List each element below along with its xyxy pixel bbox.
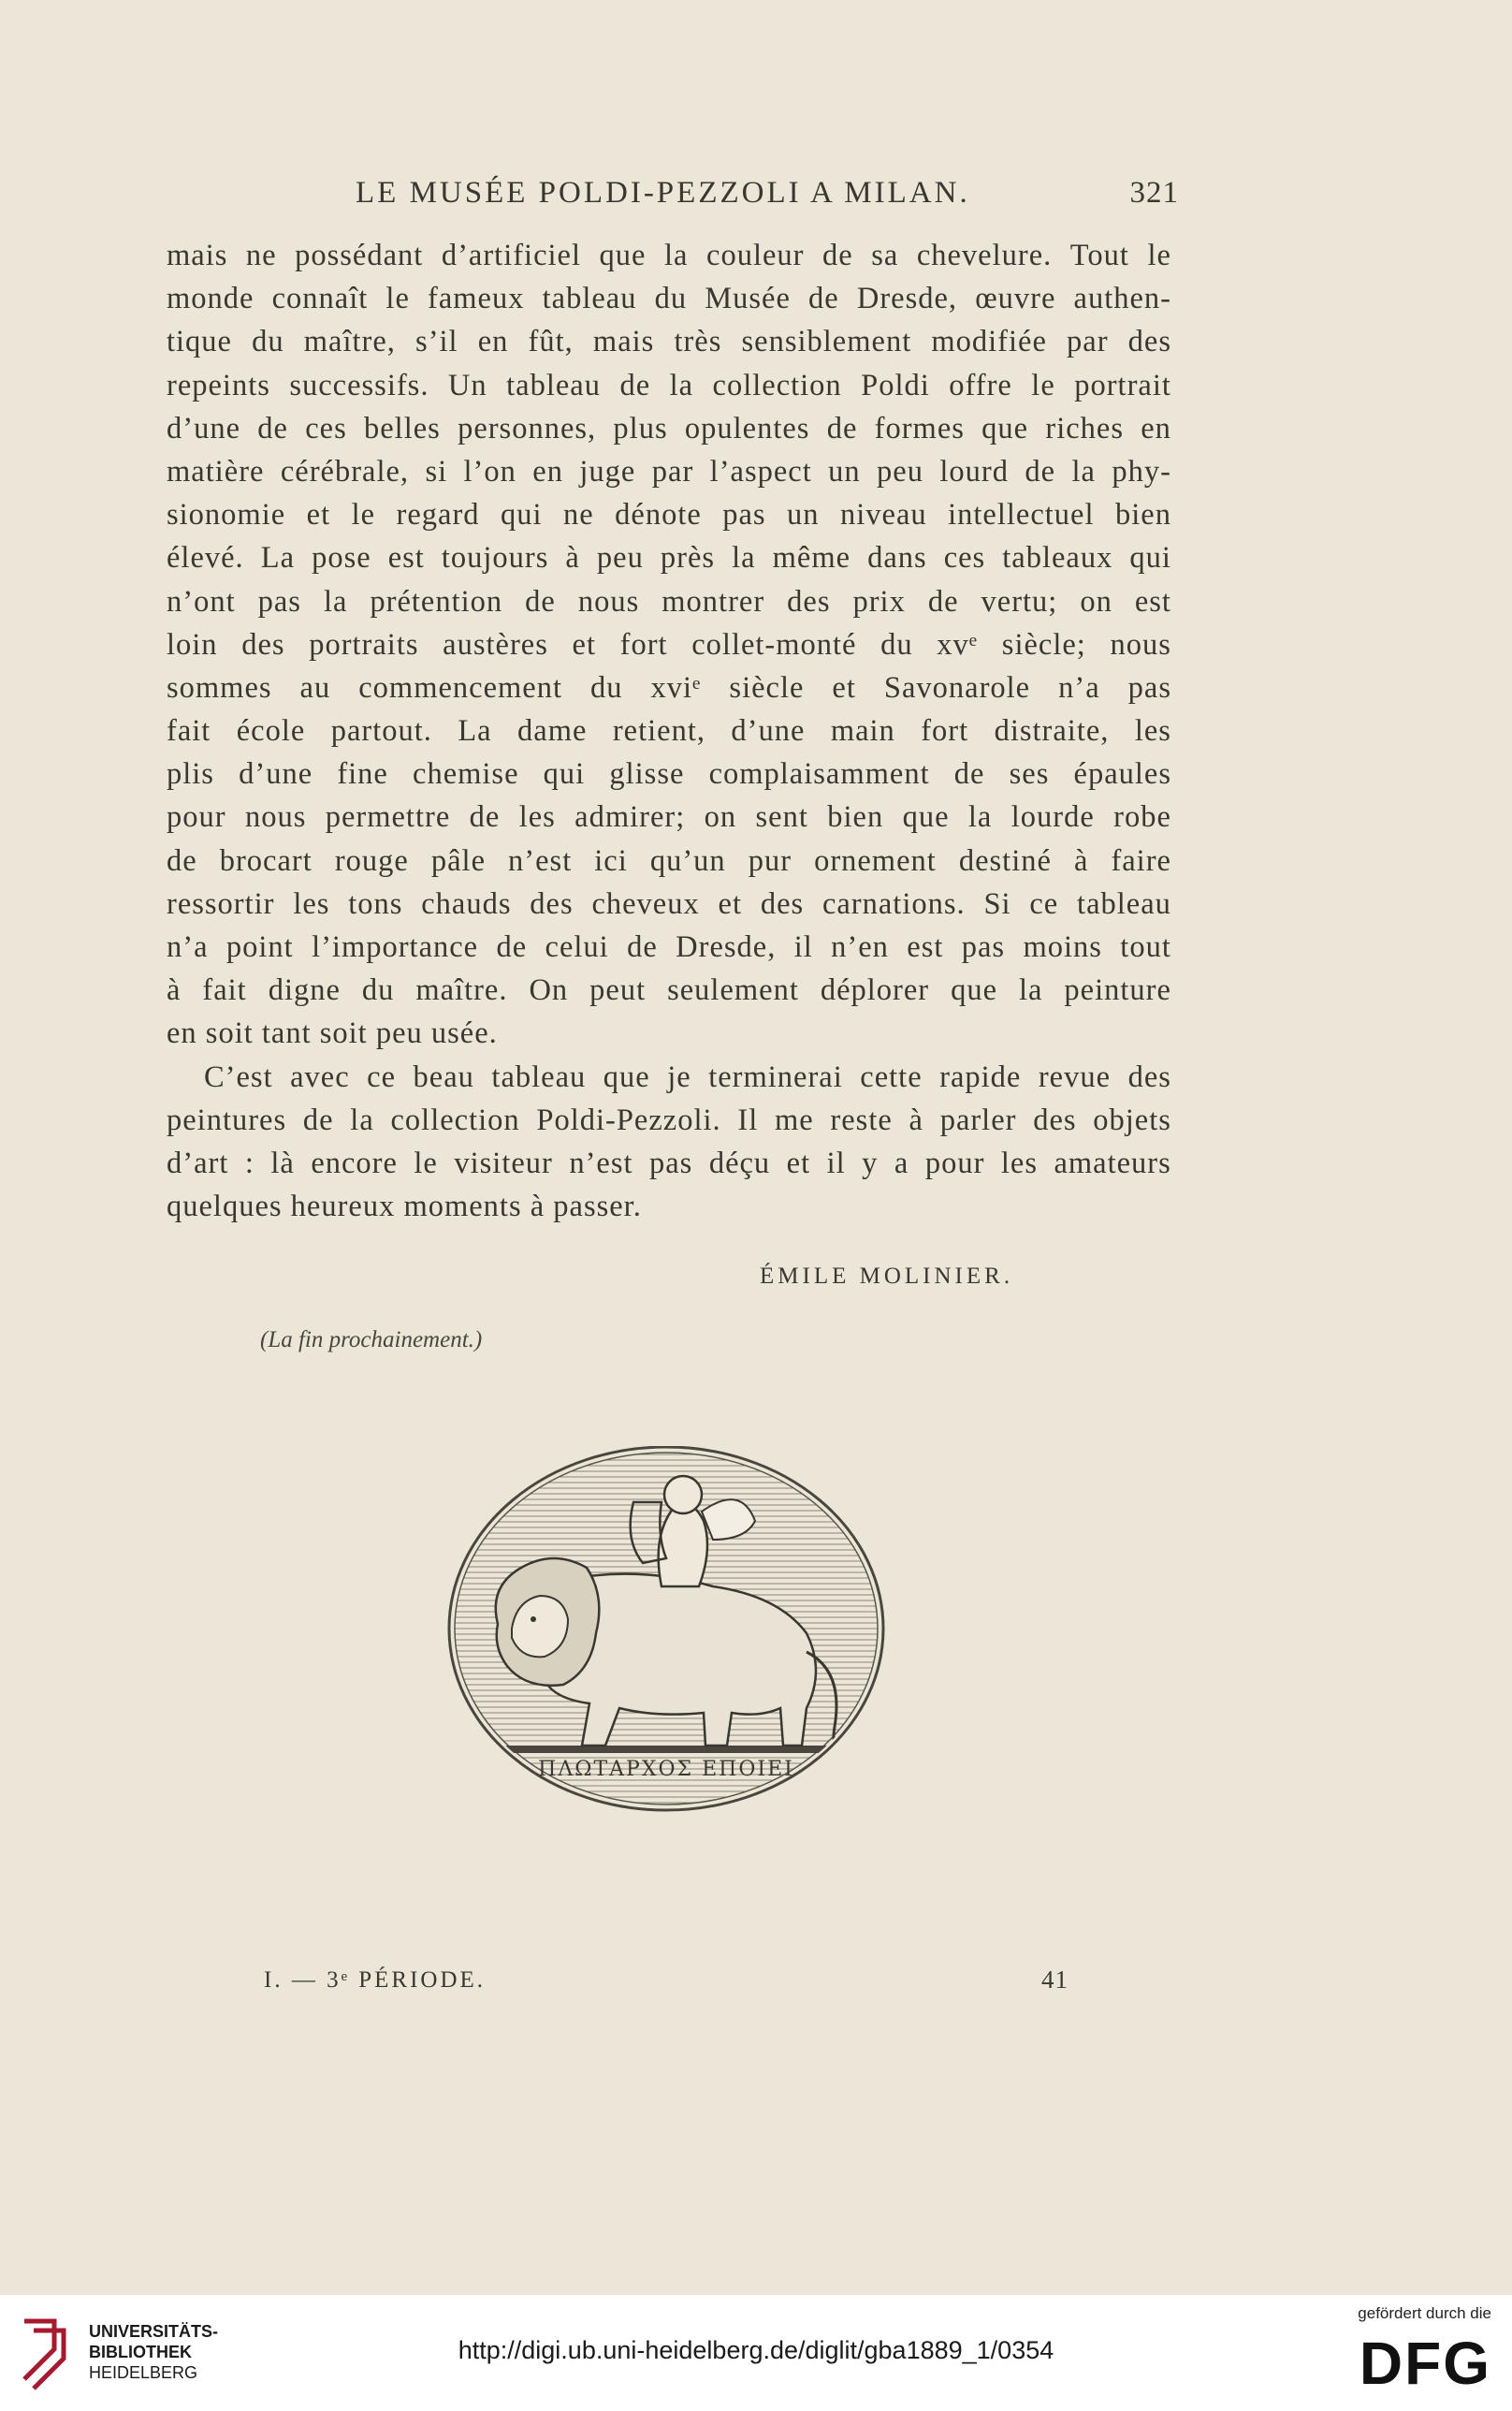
text-line: élevé. La pose est toujours à peu près la même dans ces tableaux qui — [167, 541, 1171, 576]
text-line: n’ont pas la prétention de nous montrer des prix de vertu; on est — [167, 584, 1171, 619]
text-line: peintures de la collection Poldi-Pezzoli. Il me reste à parler des objets — [167, 1103, 1171, 1137]
library-line-1: UNIVERSITÄTS- — [89, 2322, 219, 2341]
text-line: d’une de ces belles personnes, plus opulentes de formes que riches en — [167, 411, 1171, 446]
text-line: ressortir les tons chauds des cheveux et des carnations. Si ce tableau — [167, 886, 1171, 921]
running-title: LE MUSÉE POLDI-PEZZOLI A MILAN. — [356, 176, 970, 210]
text-line: en soit tant soit peu usée. — [167, 1016, 498, 1051]
text-line: matière cérébrale, si l’on en juge par l’aspect un peu lourd de la phy- — [167, 454, 1171, 489]
dfg-logo[interactable]: DFG — [1359, 2330, 1491, 2397]
text-line: plis d’une fine chemise qui glisse complaisamment de ses épaules — [167, 757, 1171, 792]
text-line: loin des portraits austères et fort collet-monté du xvᵉ siècle; nous — [167, 627, 1171, 662]
viewer-footer — [0, 2295, 1512, 2411]
text-line: n’a point l’importance de celui de Dresde, il n’en est pas moins tout — [167, 930, 1171, 964]
text-line: mais ne possédant d’artificiel que la couleur de sa chevelure. Tout le — [167, 239, 1171, 272]
text-line: de brocart rouge pâle n’est ici qu’un pur ornement destiné à faire — [167, 843, 1171, 878]
funded-by-label: gefördert durch die — [1358, 2304, 1491, 2322]
article-body — [167, 234, 1171, 1228]
continued-note: (La fin prochainement.) — [260, 1327, 483, 1352]
library-line-3: HEIDELBERG — [89, 2363, 198, 2382]
text-line: quelques heureux moments à passer. — [167, 1190, 642, 1224]
author-signature: ÉMILE MOLINIER. — [760, 1264, 1014, 1289]
sheet-label: I. — 3ᵉ PÉRIODE. — [264, 1967, 487, 1993]
text-line: C’est avec ce beau tableau que je terminerai cette rapide revue des — [204, 1059, 1171, 1094]
text-line: pour nous permettre de les admirer; on sent bien que la lourde robe — [167, 800, 1171, 835]
text-line: sommes au commencement du xviᵉ siècle et Savonarole n’a pas — [167, 670, 1171, 705]
page-number: 321 — [1129, 176, 1179, 210]
text-line: fait école partout. La dame retient, d’une main fort distraite, les — [167, 714, 1171, 749]
text-line: tique du maître, s’il en fût, mais très sensiblement modifiée par des — [167, 325, 1171, 359]
text-line: monde connaît le fameux tableau du Musée de Dresde, œuvre authen- — [167, 282, 1171, 316]
text-line: d’art : là encore le visiteur n’est pas déçu et il y a pour les amateurs — [167, 1146, 1171, 1180]
text-line: sionomie et le regard qui ne dénote pas un niveau intellectuel bien — [167, 498, 1171, 533]
lion-cupid-cameo-illustration — [432, 1446, 900, 1839]
gem-inscription: ΠΛΩΤΑΡΧΟΣ ΕΠΟΙΕΙ — [538, 1758, 794, 1781]
sheet-number: 41 — [1041, 1965, 1069, 1994]
library-line-2: BIBLIOTHEK — [89, 2343, 192, 2361]
text-line: à fait digne du maître. On peut seulement déplorer que la peinture — [167, 973, 1171, 1008]
permalink[interactable]: http://digi.ub.uni-heidelberg.de/diglit/gba1889_1/0354 — [458, 2336, 1054, 2364]
text-line: repeints successifs. Un tableau de la collection Poldi offre le portrait — [167, 368, 1171, 402]
